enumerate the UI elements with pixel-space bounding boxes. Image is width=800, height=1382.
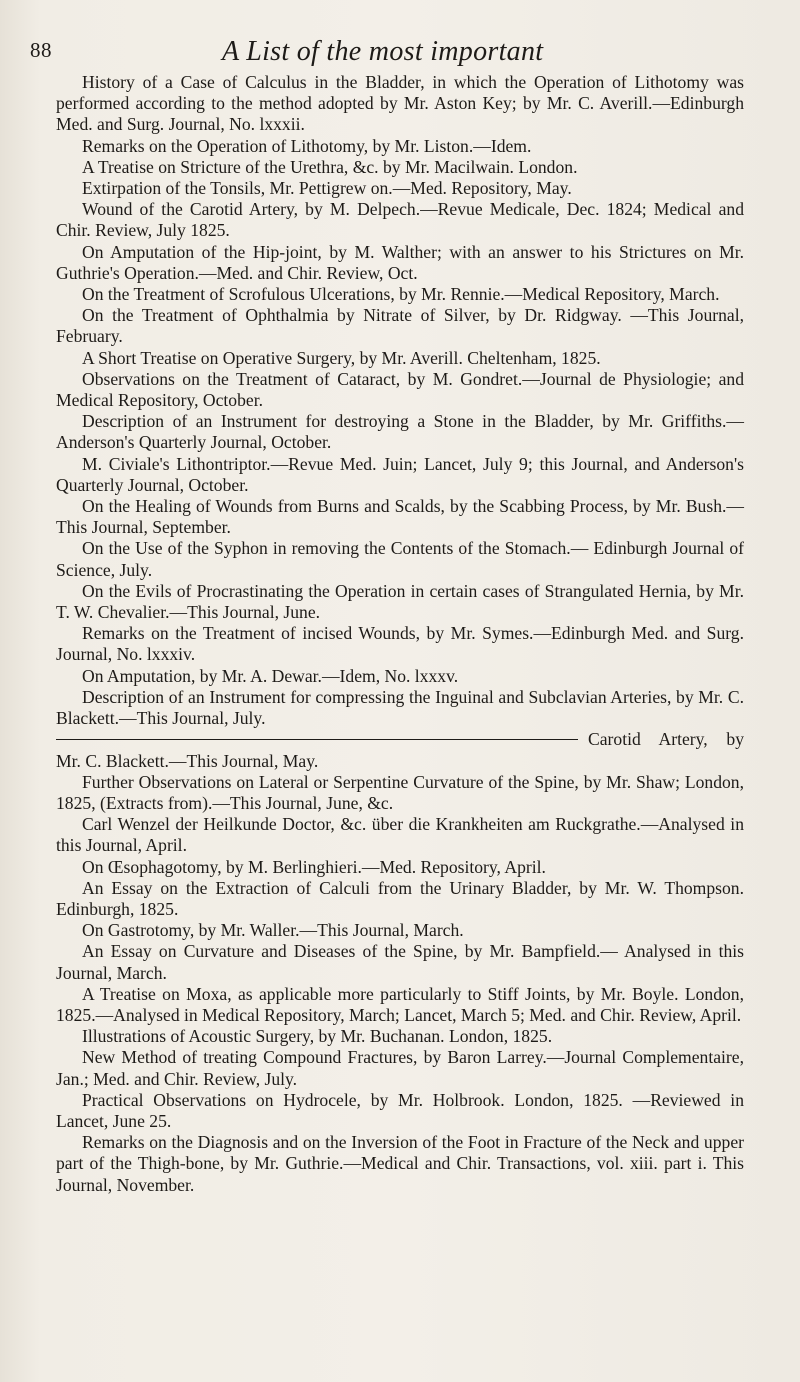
bibliography-list bbox=[56, 72, 744, 1196]
list-item: An Essay on Curvature and Diseases of the Spine, by Mr. Bampfield.— Analysed in this Journal, March. bbox=[56, 941, 744, 983]
list-item: A Treatise on Moxa, as applicable more particularly to Stiff Joints, by Mr. Boyle. London, 1825.—Analysed in Medical Repository, March; Lancet, March 5; Med. and Chir. Review, April. bbox=[56, 983, 744, 1025]
list-item: Observations on the Treatment of Cataract, by M. Gondret.—Journal de Physiologie; and Medical Repository, October. bbox=[56, 368, 744, 411]
list-item: Description of an Instrument for destroying a Stone in the Bladder, by Mr. Griffiths.—Anderson's Quarterly Journal, October. bbox=[56, 411, 744, 453]
list-item: On the Treatment of Scrofulous Ulcerations, by Mr. Rennie.—Medical Repository, March. bbox=[82, 284, 720, 305]
list-item: New Method of treating Compound Fractures, by Baron Larrey.—Journal Complementaire, Jan.; Med. and Chir. Review, July. bbox=[56, 1047, 744, 1089]
list-item: Description of an Instrument for compressing the Inguinal and Subclavian Arteries, by Mr. C. Blackett.—This Journal, July. bbox=[56, 686, 744, 729]
list-item: Extirpation of the Tonsils, Mr. Pettigrew on.—Med. Repository, May. bbox=[82, 178, 572, 199]
page-header bbox=[30, 36, 750, 76]
list-item: On the Use of the Syphon in removing the Contents of the Stomach.— Edinburgh Journal of Science, July. bbox=[56, 538, 744, 580]
list-item: History of a Case of Calculus in the Bladder, in which the Operation of Lithotomy was performed according to the method adopted by Mr. Aston Key; by Mr. C. Averill.—Edinburgh Med. and Surg. Journal, No. lxxxii. bbox=[56, 72, 744, 135]
page-number: 88 bbox=[30, 38, 52, 62]
list-item: On the Evils of Procrastinating the Operation in certain cases of Strangulated Hernia, by Mr. T. W. Chevalier.—This Journal, June. bbox=[56, 580, 744, 623]
list-item: On the Treatment of Ophthalmia by Nitrate of Silver, by Dr. Ridgway. —This Journal, February. bbox=[56, 305, 744, 347]
running-title: A List of the most important bbox=[222, 36, 544, 67]
list-item: On Œsophagotomy, by M. Berlinghieri.—Med. Repository, April. bbox=[82, 856, 546, 877]
list-item: On Amputation, by Mr. A. Dewar.—Idem, No. lxxxv. bbox=[82, 665, 459, 686]
ditto-entry bbox=[56, 729, 744, 771]
list-item: M. Civiale's Lithontriptor.—Revue Med. Juin; Lancet, July 9; this Journal, and Anderson's Quarterly Journal, October. bbox=[56, 453, 744, 495]
list-item: Remarks on the Operation of Lithotomy, by Mr. Liston.—Idem. bbox=[82, 135, 532, 156]
list-item: Further Observations on Lateral or Serpentine Curvature of the Spine, by Mr. Shaw; London, 1825, (Extracts from).—This Journal, June, &c. bbox=[56, 771, 744, 813]
list-item: On the Healing of Wounds from Burns and Scalds, by the Scabbing Process, by Mr. Bush.—This Journal, September. bbox=[56, 496, 744, 538]
list-item: A Short Treatise on Operative Surgery, by Mr. Averill. Cheltenham, 1825. bbox=[82, 347, 601, 368]
list-item: A Treatise on Stricture of the Urethra, &c. by Mr. Macilwain. London. bbox=[82, 156, 578, 177]
ditto-entry-text: Carotid Artery, by Mr. C. Blackett.—This Journal, May. bbox=[56, 729, 744, 771]
list-item: On Amputation of the Hip-joint, by M. Walther; with an answer to his Strictures on Mr. Guthrie's Operation.—Med. and Chir. Review, Oct. bbox=[56, 241, 744, 283]
ditto-rule bbox=[56, 739, 578, 740]
list-item: Remarks on the Diagnosis and on the Inversion of the Foot in Fracture of the Neck and upper part of the Thigh-bone, by Mr. Guthrie.—Medical and Chir. Transactions, vol. xiii. part i. This Journal, November. bbox=[56, 1132, 744, 1195]
list-item: Wound of the Carotid Artery, by M. Delpech.—Revue Medicale, Dec. 1824; Medical and Chir. Review, July 1825. bbox=[56, 199, 744, 241]
list-item: Carl Wenzel der Heilkunde Doctor, &c. über die Krankheiten am Ruckgrathe.—Analysed in this Journal, April. bbox=[56, 814, 744, 856]
list-item: Practical Observations on Hydrocele, by Mr. Holbrook. London, 1825. —Reviewed in Lancet, June 25. bbox=[56, 1089, 744, 1131]
list-item: An Essay on the Extraction of Calculi from the Urinary Bladder, by Mr. W. Thompson. Edinburgh, 1825. bbox=[56, 877, 744, 919]
list-item: Remarks on the Treatment of incised Wounds, by Mr. Symes.—Edinburgh Med. and Surg. Journal, No. lxxxiv. bbox=[56, 623, 744, 665]
list-item: Illustrations of Acoustic Surgery, by Mr. Buchanan. London, 1825. bbox=[82, 1026, 553, 1047]
list-item: On Gastrotomy, by Mr. Waller.—This Journal, March. bbox=[82, 920, 464, 941]
